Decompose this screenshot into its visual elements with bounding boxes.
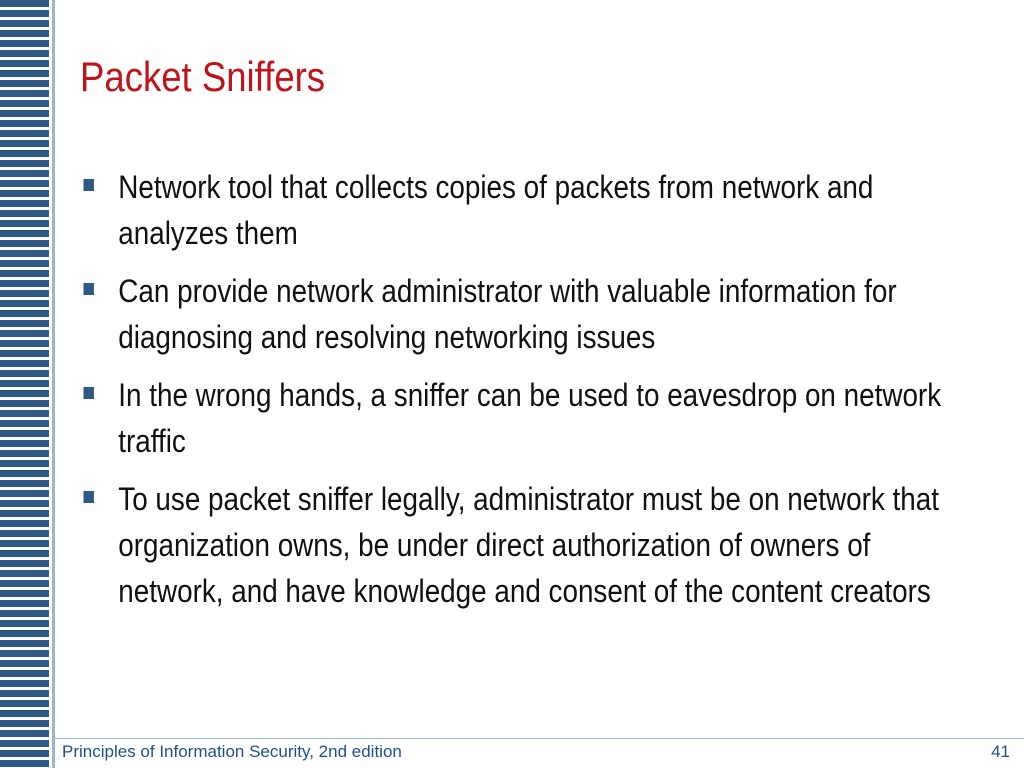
bullet-text: In the wrong hands, a sniffer can be used to eavesdrop on network traffic bbox=[118, 377, 942, 459]
bullet-text: To use packet sniffer legally, administrator must be on network that organization owns, be under direct authorization of owners of network, and have knowledge and consent of the content creators bbox=[118, 481, 939, 609]
page-number: 41 bbox=[991, 742, 1010, 761]
bullet-item bbox=[80, 372, 967, 464]
bullet-text: Network tool that collects copies of packets from network and analyzes them bbox=[118, 169, 874, 251]
side-divider-line bbox=[52, 0, 55, 768]
footer-divider-line bbox=[52, 738, 1024, 739]
square-bullet-icon bbox=[83, 387, 93, 399]
slide-title: Packet Sniffers bbox=[80, 53, 326, 100]
bullet-text: Can provide network administrator with valuable information for diagnosing and resolving networking issues bbox=[118, 273, 897, 355]
footer-book-title: Principles of Information Security, 2nd edition bbox=[62, 742, 402, 761]
square-bullet-icon bbox=[83, 491, 93, 503]
square-bullet-icon bbox=[83, 283, 93, 295]
bullet-item bbox=[80, 164, 967, 256]
bullet-list bbox=[80, 164, 967, 626]
bullet-item bbox=[80, 476, 967, 614]
bullet-item bbox=[80, 268, 967, 360]
side-stripe-decoration bbox=[0, 0, 49, 768]
square-bullet-icon bbox=[83, 179, 93, 191]
